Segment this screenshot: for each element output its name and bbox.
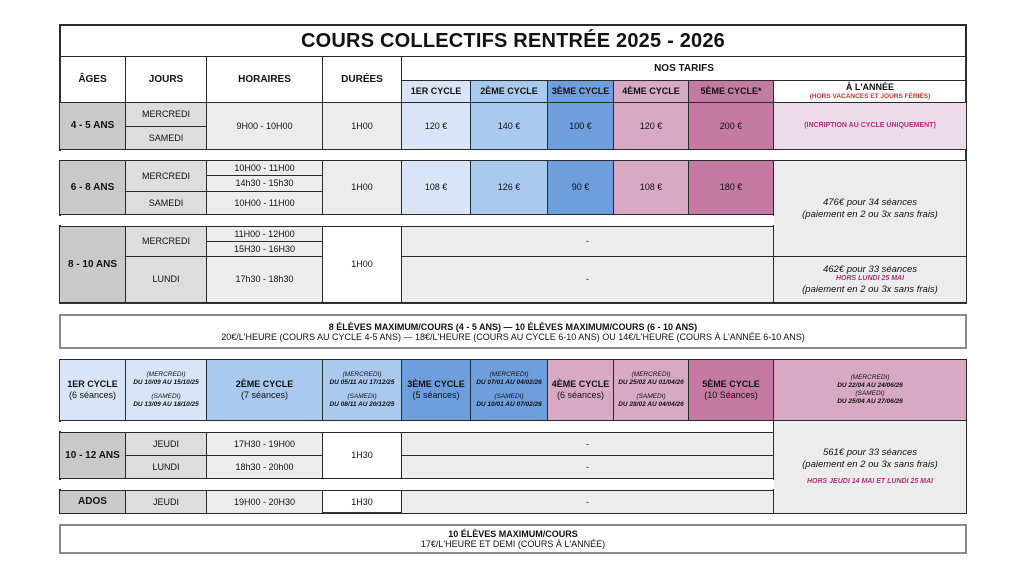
cycle-1-sat-label: (SAMEDI) <box>151 393 181 400</box>
day-label: SAMEDI <box>148 197 184 208</box>
annee-10-12 <box>773 420 967 514</box>
cycle-5-name: 5ÈME CYCLE <box>702 379 760 390</box>
cycle-4-dates <box>613 359 689 421</box>
time-8-10-b <box>206 241 323 257</box>
cycles-8-10-wed <box>401 226 774 257</box>
cycle-2-header <box>206 359 323 421</box>
header-horaires-label: HORAIRES <box>238 73 291 85</box>
day-label: MERCREDI <box>141 170 190 181</box>
price-label: 100 € <box>569 120 592 131</box>
header-annee-note: (HORS VACANCES ET JOURS FÉRIÉS) <box>809 93 931 100</box>
cycles-10-12-jeudi <box>401 432 774 456</box>
header-durees-label: DURÉES <box>341 73 383 85</box>
dash: - <box>586 274 589 285</box>
cycle-2-sat-label: (SAMEDI) <box>347 393 377 400</box>
cycle-2-sessions: (7 séances) <box>240 390 289 400</box>
annee-6-8-payment: (paiement en 2 ou 3x sans frais) <box>802 208 938 220</box>
duration-10-12 <box>322 432 402 479</box>
day-label: SAMEDI <box>148 132 184 143</box>
info-box-2-line1: 10 ÉLÈVES MAXIMUM/COURS <box>448 529 578 539</box>
header-cycle-4-label: 4ÈME CYCLE <box>622 86 680 97</box>
age-4-5 <box>59 102 126 150</box>
cycle-3-sat-label: (SAMEDI) <box>494 393 524 400</box>
price-label: 200 € <box>719 120 743 131</box>
price-label: 140 € <box>497 120 521 131</box>
age-8-10 <box>59 226 126 303</box>
info-box-2 <box>59 524 967 554</box>
age-ados <box>59 490 126 514</box>
time-label: 11H00 - 12H00 <box>234 228 295 239</box>
annee-4-5-label: (INCRIPTION AU CYCLE UNIQUEMENT) <box>804 121 936 129</box>
cycle-1-sessions: (6 séances) <box>68 390 117 400</box>
cycle-1-name: 1ER CYCLE <box>67 379 118 390</box>
duration-4-5 <box>322 102 402 150</box>
annee-10-12-payment: (paiement en 2 ou 3x sans frais) <box>802 458 938 470</box>
cycle-1-wed-dates: DU 10/09 AU 15/10/25 <box>133 378 199 386</box>
price-label: 120 € <box>424 120 448 131</box>
day-lundi-10-12 <box>125 455 207 479</box>
page-title-text: COURS COLLECTIFS RENTRÉE 2025 - 2026 <box>301 30 725 52</box>
day-label: LUNDI <box>152 274 180 285</box>
time-6-8-c <box>206 191 323 215</box>
header-annee <box>773 80 967 103</box>
cycle-1-sat-dates: DU 13/09 AU 18/10/25 <box>133 401 199 409</box>
cycle-5-sat-dates: DU 25/04 AU 27/06/26 <box>837 398 903 406</box>
cycle-4-wed-label: (MERCREDI) <box>631 370 671 378</box>
time-label: 15H30 - 16H30 <box>233 243 296 254</box>
age-8-10-label: 8 - 10 ANS <box>67 258 118 270</box>
cycle-3-header <box>401 359 471 421</box>
duration-label: 1H00 <box>351 182 373 193</box>
time-8-10-c <box>206 256 323 303</box>
cycle-5-wed-label: (MERCREDI) <box>850 373 890 381</box>
day-label: JEUDI <box>152 438 179 449</box>
price-6-8-cycle-3 <box>547 160 614 215</box>
header-nos-tarifs <box>401 56 967 81</box>
cycle-5-sessions: (10 Séances) <box>704 390 758 400</box>
cycle-4-wed-dates: DU 25/02 AU 01/04/26 <box>618 378 684 386</box>
cycle-5-dates <box>773 359 967 421</box>
price-4-5-cycle-2 <box>470 102 548 150</box>
price-6-8-cycle-5 <box>688 160 774 215</box>
time-label: 9H00 - 10H00 <box>236 120 293 131</box>
age-ados-label: ADOS <box>78 496 107 507</box>
header-ages-label: ÂGES <box>78 73 107 85</box>
header-cycle-5 <box>688 80 774 103</box>
header-horaires <box>206 56 323 103</box>
time-10-12-b <box>206 455 323 479</box>
cycle-4-header <box>547 359 614 421</box>
time-label: 17h30 - 18h30 <box>235 274 294 285</box>
day-label: LUNDI <box>152 461 180 472</box>
annee-10-12-price: 561€ pour 33 séances <box>822 447 918 459</box>
duration-label: 1H30 <box>351 450 373 461</box>
annee-6-8-price: 476€ pour 34 séances <box>822 197 918 209</box>
header-durees <box>322 56 402 103</box>
cycle-4-name: 4ÈME CYCLE <box>551 379 610 390</box>
price-label: 90 € <box>571 182 590 193</box>
time-label: 19H00 - 20H30 <box>233 496 296 507</box>
annee-8-10-exception: HORS LUNDI 25 MAI <box>835 275 905 283</box>
price-label: 126 € <box>497 182 521 193</box>
dash: - <box>586 438 589 449</box>
cycle-2-dates <box>322 359 402 421</box>
day-mercredi-4-5 <box>125 102 207 127</box>
header-jours-label: JOURS <box>148 73 184 85</box>
price-4-5-cycle-4 <box>613 102 689 150</box>
age-6-8 <box>59 160 126 215</box>
time-label: 18h30 - 20h00 <box>235 461 294 472</box>
cycle-3-sessions: (5 séances) <box>412 390 460 400</box>
day-label: JEUDI <box>152 496 179 507</box>
annee-8-10-price: 462€ pour 33 séances <box>822 263 918 275</box>
cycles-10-12-lundi <box>401 455 774 479</box>
duration-label: 1H30 <box>351 496 373 507</box>
day-mercredi-8-10 <box>125 226 207 257</box>
price-label: 108 € <box>639 182 663 193</box>
cycle-2-wed-label: (MERCREDI) <box>342 370 382 378</box>
time-label: 10H00 - 11H00 <box>234 162 295 173</box>
cycles-ados <box>401 490 774 514</box>
annee-6-8 <box>773 160 967 257</box>
age-4-5-label: 4 - 5 ANS <box>70 120 115 131</box>
info-box-2-line2: 17€/L'HEURE ET DEMI (COURS À L'ANNÉE) <box>420 539 606 549</box>
price-label: 108 € <box>424 182 448 193</box>
day-mercredi-6-8 <box>125 160 207 192</box>
header-nos-tarifs-label: NOS TARIFS <box>654 62 714 74</box>
price-6-8-cycle-1 <box>401 160 471 215</box>
price-4-5-cycle-1 <box>401 102 471 150</box>
cycle-3-sat-dates: DU 10/01 AU 07/02/26 <box>476 401 542 409</box>
time-6-8-b <box>206 175 323 192</box>
header-cycle-5-label: 5ÈME CYCLE* <box>700 86 762 97</box>
time-8-10-a <box>206 226 323 242</box>
header-cycle-4 <box>613 80 689 103</box>
age-10-12 <box>59 432 126 479</box>
day-label: MERCREDI <box>141 236 190 247</box>
cycle-4-sessions: (6 séances) <box>556 390 605 400</box>
annee-10-12-exception: HORS JEUDI 14 MAI ET LUNDI 25 MAI <box>806 478 934 486</box>
price-label: 180 € <box>719 182 743 193</box>
header-cycle-1 <box>401 80 471 103</box>
day-jeudi-ados <box>125 490 207 514</box>
cycle-3-dates <box>470 359 548 421</box>
day-jeudi-10-12 <box>125 432 207 456</box>
duration-ados <box>322 490 402 514</box>
dash: - <box>586 461 589 472</box>
cycle-2-sat-dates: DU 08/11 AU 20/12/25 <box>329 401 395 409</box>
cycles-8-10-mon <box>401 256 774 303</box>
time-label: 10H00 - 11H00 <box>234 197 295 208</box>
price-label: 120 € <box>639 120 663 131</box>
header-cycle-2-label: 2ÈME CYCLE <box>480 86 538 97</box>
price-6-8-cycle-4 <box>613 160 689 215</box>
cycle-4-sat-dates: DU 28/02 AU 04/04/26 <box>618 401 684 409</box>
time-label: 14h30 - 15h30 <box>235 178 294 189</box>
cycle-4-sat-label: (SAMEDI) <box>636 393 666 400</box>
duration-label: 1H00 <box>351 259 373 270</box>
annee-8-10-payment: (paiement en 2 ou 3x sans frais) <box>802 283 938 295</box>
header-jours <box>125 56 207 103</box>
cycle-1-dates <box>125 359 207 421</box>
header-cycle-1-label: 1ER CYCLE <box>410 86 462 97</box>
day-lundi-8-10 <box>125 256 207 303</box>
day-label: MERCREDI <box>141 109 190 120</box>
day-samedi-6-8 <box>125 191 207 215</box>
price-4-5-cycle-3 <box>547 102 614 150</box>
cycle-1-header <box>59 359 126 421</box>
cycle-3-name: 3ÈME CYCLE <box>407 379 465 390</box>
time-10-12-a <box>206 432 323 456</box>
dash: - <box>586 496 589 507</box>
annee-8-10 <box>773 256 967 303</box>
header-ages <box>59 56 126 103</box>
price-6-8-cycle-2 <box>470 160 548 215</box>
cycle-3-wed-dates: DU 07/01 AU 04/02/26 <box>476 378 542 386</box>
cycle-2-wed-dates: DU 05/11 AU 17/12/25 <box>329 378 395 386</box>
duration-6-8 <box>322 160 402 215</box>
duration-8-10 <box>322 226 402 303</box>
cycle-3-wed-label: (MERCREDI) <box>489 370 529 378</box>
age-10-12-label: 10 - 12 ANS <box>65 449 120 461</box>
cycle-5-wed-dates: DU 22/04 AU 24/06/26 <box>837 381 903 389</box>
header-cycle-3-label: 3ÈME CYCLE <box>551 86 610 97</box>
info-box-1-line1: 8 ÉLÈVES MAXIMUM/COURS (4 - 5 ANS) — 10 ÉLÈVES MAXIMUM/COURS (6 - 10 ANS) <box>328 321 698 332</box>
time-4-5 <box>206 102 323 150</box>
duration-label: 1H00 <box>351 120 373 131</box>
age-6-8-label: 6 - 8 ANS <box>70 181 115 193</box>
page-title <box>59 24 967 57</box>
time-ados <box>206 490 323 514</box>
annee-4-5 <box>773 102 967 150</box>
day-samedi-4-5 <box>125 126 207 150</box>
info-box-1-line2: 20€/L'HEURE (COURS AU CYCLE 4-5 ANS) — 18€/L'HEURE (COURS AU CYCLE 6-10 ANS) OU 14€/L'HEURE (COURS À L'ANNÉE 6-10 ANS) <box>221 331 805 342</box>
dash: - <box>586 236 589 247</box>
cycle-1-wed-label: (MERCREDI) <box>146 370 186 378</box>
cycle-5-sat-label: (SAMEDI) <box>855 390 885 397</box>
header-cycle-2 <box>470 80 548 103</box>
time-6-8-a <box>206 160 323 176</box>
header-annee-label: À L'ANNÉE <box>845 82 895 93</box>
header-cycle-3 <box>547 80 614 103</box>
time-label: 17H30 - 19H00 <box>233 438 296 449</box>
info-box-1 <box>59 314 967 349</box>
cycle-5-header <box>688 359 774 421</box>
cycle-2-name: 2ÈME CYCLE <box>235 379 294 390</box>
price-4-5-cycle-5 <box>688 102 774 150</box>
